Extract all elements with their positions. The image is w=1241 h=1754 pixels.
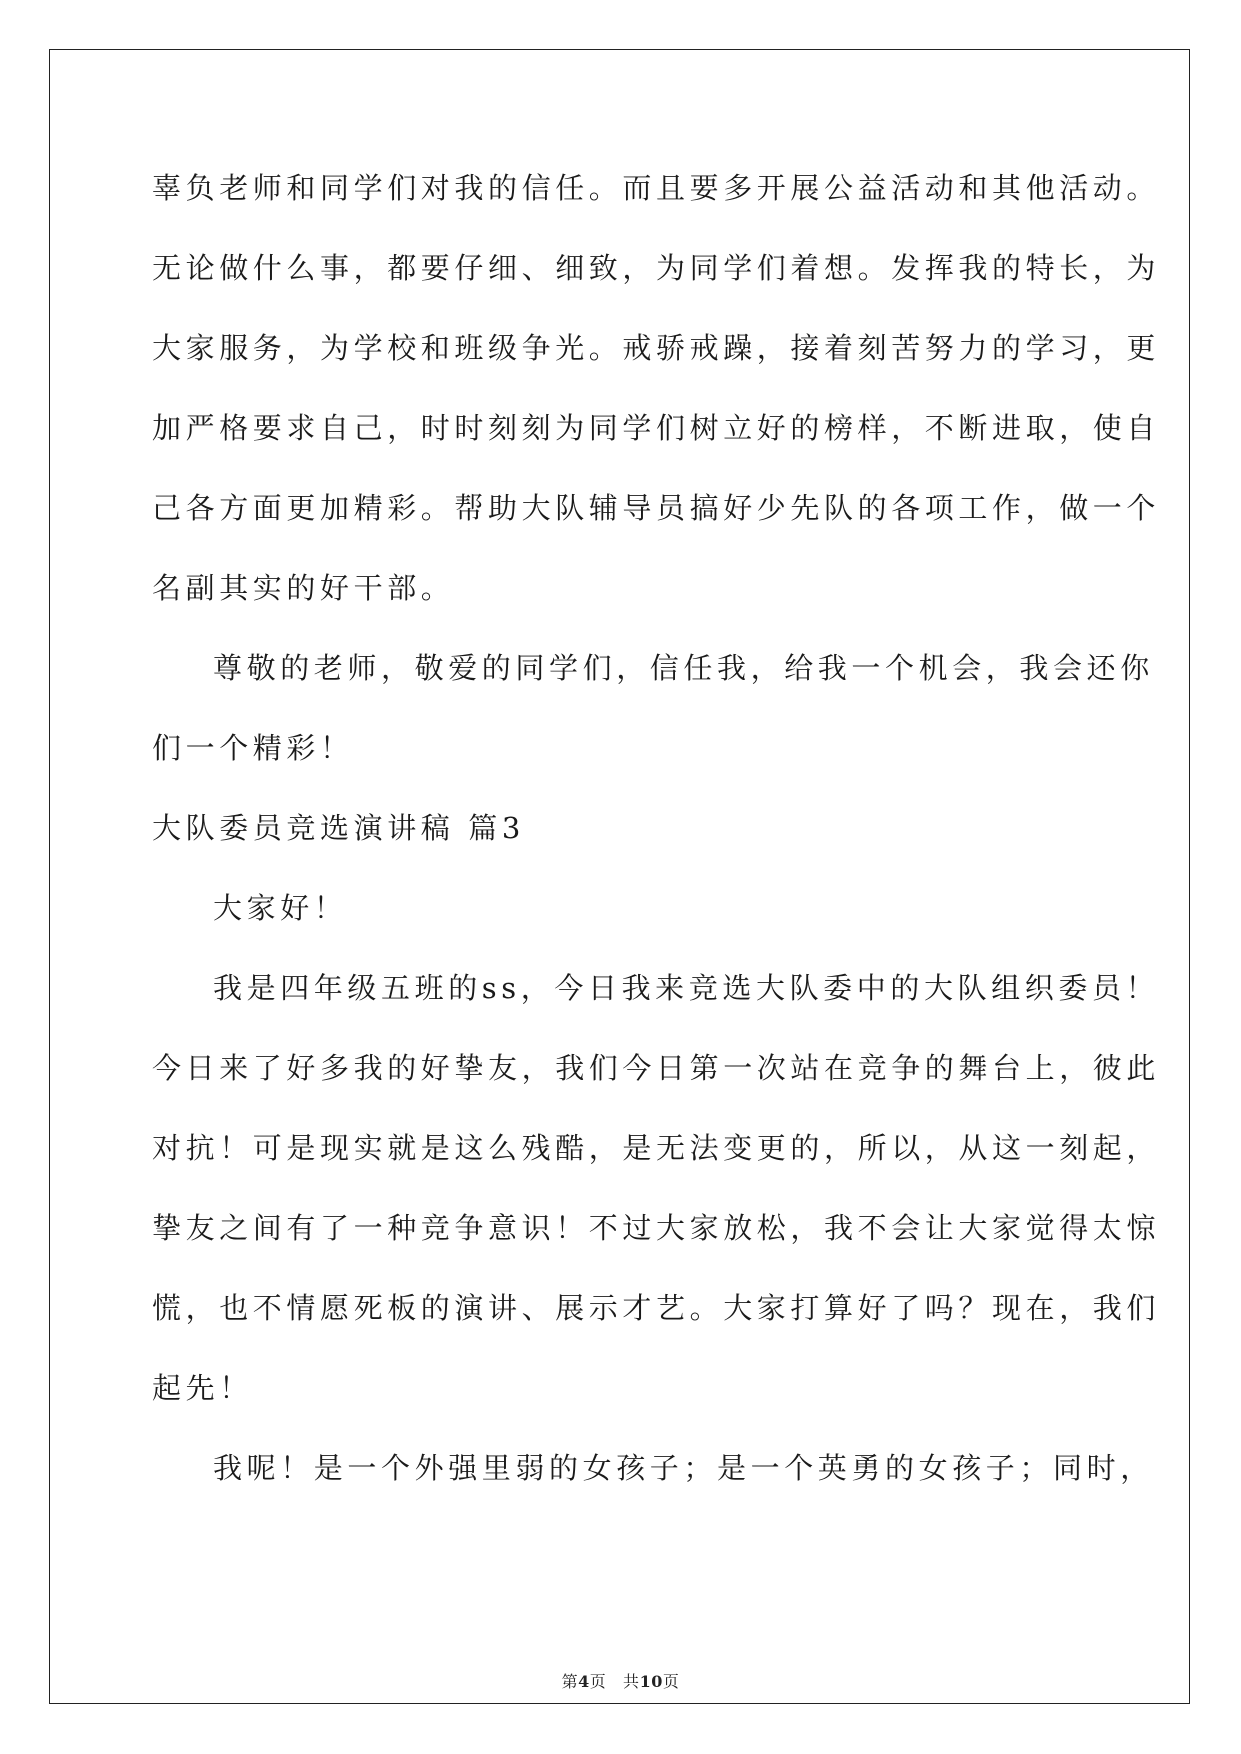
footer-prefix: 第 xyxy=(561,1672,579,1691)
text-line-indented: 尊敬的老师，敬爱的同学们，信任我，给我一个机会，我会还你 xyxy=(213,651,1154,685)
text-line: 己各方面更加精彩。帮助大队辅导员搞好少先队的各项工作，做一个 xyxy=(152,491,1161,525)
text-line-indented: 大家好！ xyxy=(213,891,348,925)
text-line: 慌，也不情愿死板的演讲、展示才艺。大家打算好了吗？现在，我们 xyxy=(152,1291,1161,1325)
text-line: 无论做什么事，都要仔细、细致，为同学们着想。发挥我的特长，为 xyxy=(152,251,1161,285)
section-heading: 大队委员竞选演讲稿 篇3 xyxy=(152,811,525,845)
text-line: 挚友之间有了一种竞争意识！不过大家放松，我不会让大家觉得太惊 xyxy=(152,1211,1161,1245)
footer-suffix: 页 xyxy=(662,1672,680,1691)
text-line: 们一个精彩！ xyxy=(152,731,354,765)
text-line-indented: 我呢！是一个外强里弱的女孩子；是一个英勇的女孩子；同时， xyxy=(213,1451,1154,1485)
text-line-indented: 我是四年级五班的ss，今日我来竞选大队委中的大队组织委员！ xyxy=(213,971,1160,1005)
text-line: 辜负老师和同学们对我的信任。而且要多开展公益活动和其他活动。 xyxy=(152,171,1161,205)
text-line: 今日来了好多我的好挚友，我们今日第一次站在竞争的舞台上，彼此 xyxy=(152,1051,1161,1085)
current-page-number: 4 xyxy=(578,1672,590,1691)
page-footer xyxy=(0,1669,1241,1692)
text-line: 大家服务，为学校和班级争光。戒骄戒躁，接着刻苦努力的学习，更 xyxy=(152,331,1161,365)
text-line: 加严格要求自己，时时刻刻为同学们树立好的榜样，不断进取，使自 xyxy=(152,411,1161,445)
text-line: 起先！ xyxy=(152,1371,253,1405)
text-line: 名副其实的好干部。 xyxy=(152,571,455,605)
footer-mid: 页 共 xyxy=(589,1672,640,1691)
total-page-number: 10 xyxy=(639,1672,663,1691)
text-line: 对抗！可是现实就是这么残酷，是无法变更的，所以，从这一刻起， xyxy=(152,1131,1161,1165)
